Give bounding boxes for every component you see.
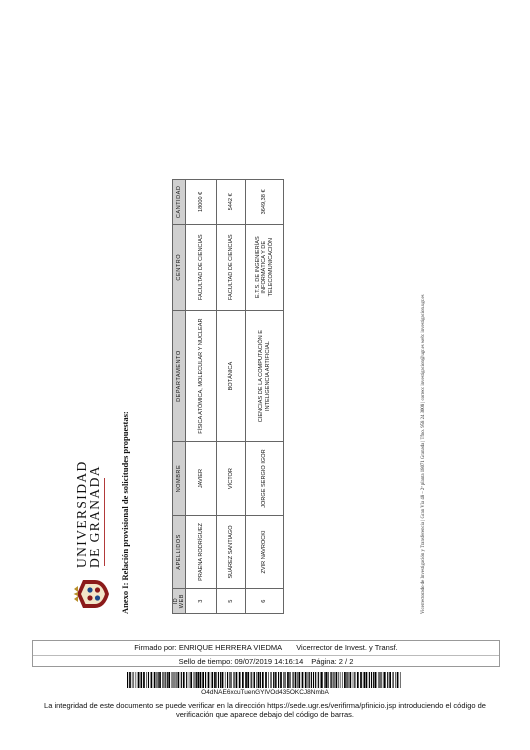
barcode-bar	[270, 672, 271, 688]
barcode-bar	[290, 672, 291, 688]
table-row: 5 SUÁREZ SANTIAGO VÍCTOR BOTÁNICA FACULTAD DE CIENCIAS 5442 €	[217, 180, 246, 614]
barcode-bar	[162, 672, 163, 688]
barcode-bar	[340, 672, 341, 688]
barcode-bar	[389, 672, 391, 688]
barcode-bar	[197, 672, 199, 688]
barcode-bar	[325, 672, 327, 688]
barcode-bar	[383, 672, 384, 688]
header-cantidad: CANTIDAD	[173, 180, 186, 225]
barcode-bar	[321, 672, 323, 688]
barcode-bar	[363, 672, 364, 688]
barcode-bar	[190, 672, 192, 688]
barcode-bar	[336, 672, 338, 688]
barcode-bar	[276, 672, 277, 688]
barcode-bar	[342, 672, 343, 688]
signer-role: Vicerrector de Invest. y Transf.	[296, 643, 398, 652]
barcode-bar	[229, 672, 230, 688]
barcode-bar	[231, 672, 232, 688]
barcode-bar	[133, 672, 134, 688]
barcode-bar	[202, 672, 204, 688]
barcode-bar	[254, 672, 255, 688]
barcode-bar	[311, 672, 312, 688]
barcode-bar	[178, 672, 180, 688]
barcode-bar	[397, 672, 399, 688]
barcode-bar	[195, 672, 196, 688]
barcode-bar	[283, 672, 284, 688]
barcode-bar	[287, 672, 289, 688]
barcode-bar	[151, 672, 153, 688]
barcode-bar	[216, 672, 217, 688]
barcode-bar	[220, 672, 221, 688]
barcode-bar	[387, 672, 388, 688]
barcode-bar	[212, 672, 213, 688]
barcode-bar	[194, 672, 195, 688]
barcode-bar	[172, 672, 173, 688]
barcode-bar	[313, 672, 314, 688]
barcode-bar	[168, 672, 170, 688]
verification-barcode	[127, 672, 403, 688]
barcode-bar	[242, 672, 244, 688]
barcode-bar	[268, 672, 269, 688]
barcode-bar	[186, 672, 187, 688]
barcode-bar	[247, 672, 249, 688]
barcode-bar	[258, 672, 260, 688]
header-id-web: ID WEB	[173, 589, 186, 614]
barcode-bar	[328, 672, 329, 688]
barcode-bar	[347, 672, 348, 688]
barcode-bar	[253, 672, 254, 688]
barcode-bar	[136, 672, 137, 688]
barcode-bar	[379, 672, 380, 688]
barcode-bar	[225, 672, 226, 688]
barcode-bar	[373, 672, 374, 688]
rotated-content	[73, 54, 443, 614]
barcode-bar	[297, 672, 298, 688]
header-apellidos: APELLIDOS	[173, 515, 186, 589]
barcode-bar	[222, 672, 224, 688]
barcode-bar	[369, 672, 370, 688]
timestamp: Sello de tiempo: 09/07/2019 14:16:14	[178, 657, 304, 666]
barcode-bar	[344, 672, 346, 688]
table-row: 3 PRAENA RODRÍGUEZ JAVIER FÍSICA ATÓMICA, MOLECULAR Y NUCLEAR FACULTAD DE CIENCIAS 18000 €	[186, 180, 217, 614]
barcode-bar	[315, 672, 316, 688]
barcode-bar	[245, 672, 247, 688]
barcode-bar	[239, 672, 241, 688]
header-centro: CENTRO	[173, 224, 186, 310]
barcode-bar	[251, 672, 252, 688]
barcode-bar	[400, 672, 401, 688]
barcode-bar	[273, 672, 274, 688]
barcode-bar	[167, 672, 168, 688]
signer-line	[33, 643, 499, 653]
barcode-bar	[183, 672, 185, 688]
table-header-row	[173, 180, 186, 614]
barcode-bar	[350, 672, 352, 688]
table-row: 6 ZVIR NAVROCKI JORGE SERGIO IGOR CIENCIAS DE LA COMPUTACIÓN E INTELIGENCIA ARTIFICIAL E.T.S. DE INGENIERÍAS INFORMÁTICA Y DE TELECOMUNICACIÓN 3649,38 €	[246, 180, 284, 614]
barcode-bar	[141, 672, 142, 688]
barcode-bar	[360, 672, 362, 688]
barcode-bar	[165, 672, 166, 688]
contact-footnote: Vicerrectorado de Investigación y Transferencia | Gran Vía 48 – 2ª planta 18071 Granada | Tfno. 958 24 3008 | correo: investigacion@ugr.es web: investigacion.ugr.es	[421, 294, 426, 614]
barcode-bar	[384, 672, 386, 688]
barcode-bar	[146, 672, 147, 688]
barcode-bar	[381, 672, 382, 688]
barcode-bar	[233, 672, 234, 688]
university-name: UNIVERSIDAD DE GRANADA	[74, 460, 102, 568]
signature-box	[32, 640, 500, 667]
barcode-bar	[196, 672, 197, 688]
timestamp-line	[33, 655, 499, 667]
barcode-bar	[200, 672, 202, 688]
barcode-bar	[181, 672, 182, 688]
barcode-bar	[331, 672, 332, 688]
signed-by: Firmado por: ENRIQUE HERRERA VIEDMA	[134, 643, 283, 652]
barcode-bar	[256, 672, 257, 688]
barcode-bar	[375, 672, 377, 688]
barcode-bar	[378, 672, 379, 688]
barcode-bar	[138, 672, 140, 688]
university-crest-logo	[73, 574, 111, 614]
barcode-bar	[218, 672, 219, 688]
barcode-bar	[353, 672, 354, 688]
proposals-table	[172, 179, 284, 614]
barcode-bar	[158, 672, 159, 688]
barcode-bar	[265, 672, 267, 688]
barcode-bar	[208, 672, 210, 688]
barcode-bar	[366, 672, 368, 688]
annex-title: Anexo I: Relación provisional de solicitudes propuestas:	[120, 411, 130, 614]
barcode-bar	[380, 672, 381, 688]
barcode-bar	[330, 672, 331, 688]
barcode-bar	[371, 672, 372, 688]
barcode-bar	[260, 672, 261, 688]
barcode-bar	[176, 672, 177, 688]
barcode-bar	[333, 672, 334, 688]
barcode-bar	[305, 672, 307, 688]
barcode-bar	[230, 672, 231, 688]
barcode-bar	[338, 672, 339, 688]
barcode-bar	[132, 672, 133, 688]
barcode-bar	[346, 672, 347, 688]
barcode-bar	[156, 672, 157, 688]
barcode-bar	[189, 672, 190, 688]
barcode-bar	[143, 672, 145, 688]
barcode-bar	[154, 672, 156, 688]
barcode-bar	[357, 672, 359, 688]
barcode-bar	[278, 672, 279, 688]
integrity-notice: La integridad de este documento se puede verificar en la dirección https://sede.ugr.es/verifirma/pfinicio.jsp introduciendo el código de verificación que aparece debajo del código de barras.	[44, 701, 486, 719]
barcode-bar	[302, 672, 304, 688]
header-departamento: DEPARTAMENTO	[173, 310, 186, 442]
barcode-bar	[293, 672, 294, 688]
barcode-bar	[393, 672, 394, 688]
barcode-bar	[173, 672, 174, 688]
barcode-bar	[320, 672, 321, 688]
barcode-bar	[395, 672, 396, 688]
barcode-bar	[284, 672, 285, 688]
barcode-bar	[227, 672, 228, 688]
barcode-bar	[205, 672, 206, 688]
barcode-bar	[298, 672, 300, 688]
barcode-bar	[236, 672, 238, 688]
barcode-bar	[309, 672, 310, 688]
barcode-bar	[159, 672, 161, 688]
barcode-bar	[308, 672, 309, 688]
barcode-bar	[275, 672, 276, 688]
barcode-bar	[262, 672, 264, 688]
barcode-bar	[129, 672, 131, 688]
header-nombre: NOMBRE	[173, 442, 186, 515]
page-number: Página: 2 / 2	[311, 657, 354, 666]
barcode-bar	[175, 672, 176, 688]
barcode-bar	[174, 672, 175, 688]
barcode-bar	[148, 672, 149, 688]
barcode-bar	[127, 672, 128, 688]
barcode-bar	[280, 672, 282, 688]
barcode-bar	[318, 672, 319, 688]
barcode-bar	[289, 672, 290, 688]
university-underline	[104, 478, 105, 566]
barcode-bar	[211, 672, 212, 688]
barcode-bar	[295, 672, 297, 688]
barcode-bar	[324, 672, 325, 688]
barcode-bar	[140, 672, 141, 688]
barcode-bar	[364, 672, 365, 688]
barcode-bar	[354, 672, 355, 688]
verification-code: O4dNAE6xcuTuenGYlVOd435OKCJ8NmbA	[201, 689, 329, 696]
barcode-bar	[214, 672, 216, 688]
